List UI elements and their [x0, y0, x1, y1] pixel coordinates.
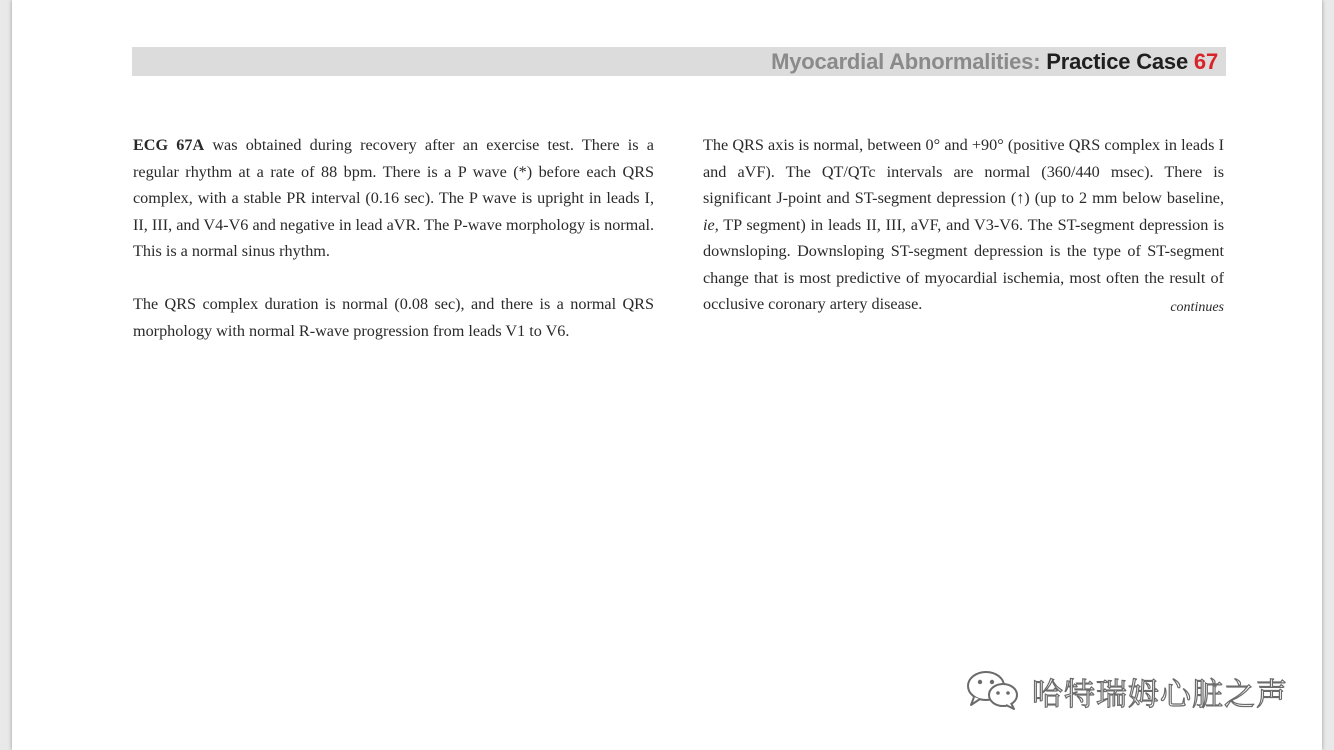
running-header — [132, 47, 1226, 76]
left-column — [133, 132, 654, 344]
watermark-text: 哈特瑞姆心脏之声 — [1032, 676, 1288, 713]
paragraph-axis-text-a: The QRS axis is normal, between 0° and +90° (positive QRS complex in leads I and aVF). The QT/QTc intervals are normal (360/440 msec). There is significant J-point and ST-segment depression (↑) (up to 2 mm below baseline, — [703, 136, 1224, 207]
paragraph-axis — [703, 132, 1224, 318]
right-column — [703, 132, 1224, 318]
ecg-reference: ECG 67A — [133, 136, 205, 154]
paragraph-qrs: The QRS complex duration is normal (0.08 sec), and there is a normal QRS morphology with normal R-wave progression from leads V1 to V6. — [133, 295, 654, 340]
header-case-label: Practice Case — [1046, 49, 1188, 74]
document-page — [12, 0, 1322, 750]
paragraph-rhythm — [133, 132, 654, 265]
paragraph-axis-text-b: , TP segment) in leads II, III, aVF, and V3-V6. The ST-segment depression is downsloping. Downsloping ST-segment depression is the type of ST-segment change that is most predictive of myocardial ischemia, most often the result of occlusive coronary artery disease. — [703, 215, 1224, 313]
header-case-number: 67 — [1193, 49, 1218, 74]
wechat-icon — [964, 668, 1022, 715]
header-title — [771, 48, 1218, 76]
watermark — [964, 668, 1288, 714]
paragraph-axis-ie: ie — [703, 215, 715, 234]
continues-label: continues — [1170, 299, 1224, 315]
header-section: Myocardial Abnormalities: — [771, 49, 1041, 74]
paragraph-rhythm-text: was obtained during recovery after an exercise test. There is a regular rhythm at a rate of 88 bpm. There is a P wave (*) before each QRS complex, with a stable PR interval (0.16 sec). The P wave is upright in leads I, II, III, and V4-V6 and negative in lead aVR. The P-wave morphology is normal. This is a normal sinus rhythm. — [133, 136, 654, 260]
